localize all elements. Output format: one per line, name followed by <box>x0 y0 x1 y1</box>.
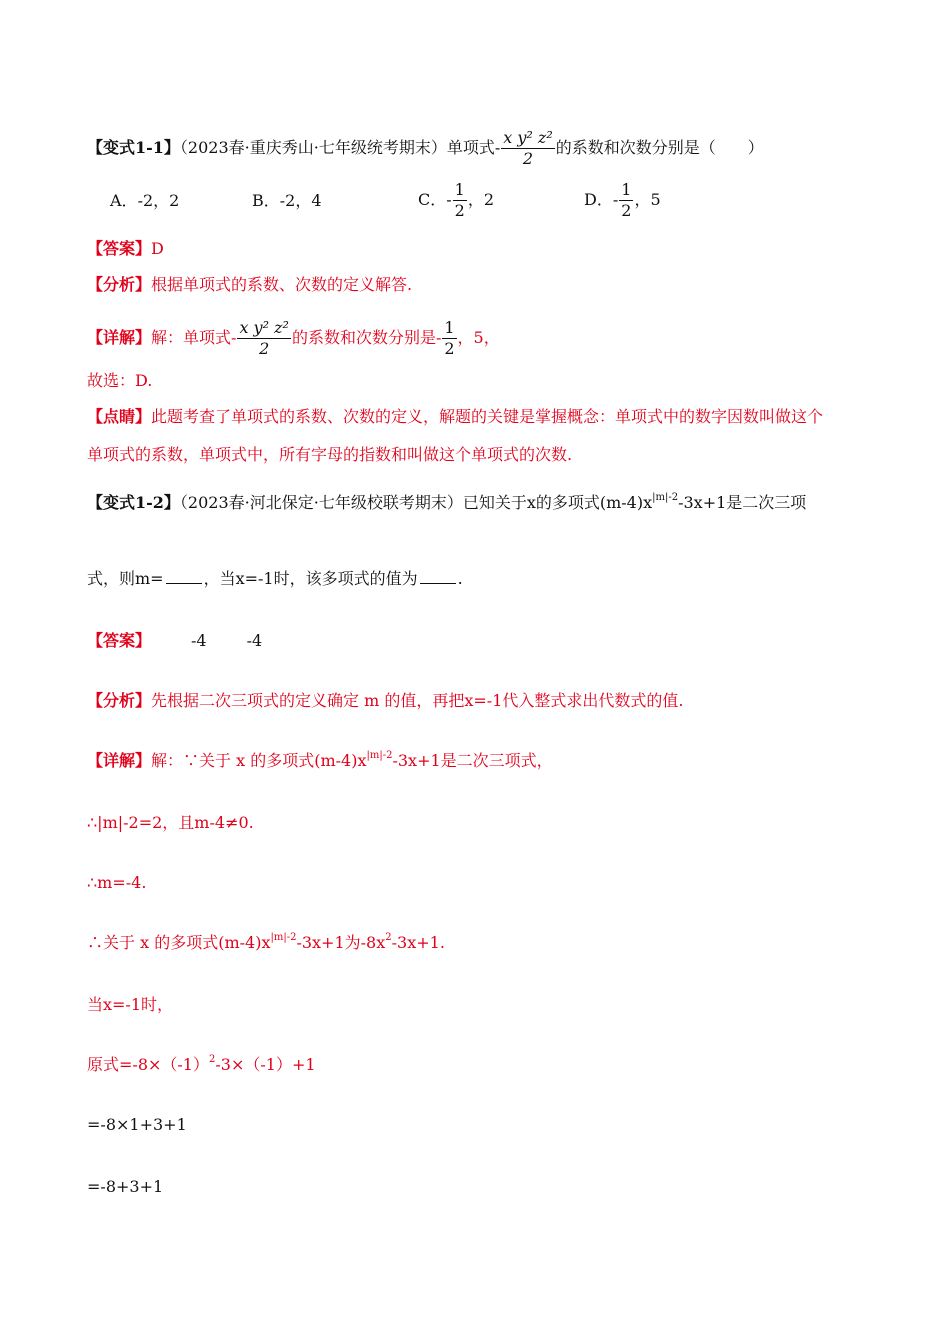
q1-option-d[interactable]: D．- $\frac{1}{2}$ ，5 <box>584 180 661 220</box>
q2-blank-1[interactable] <box>166 569 202 584</box>
q2-step-3: ∴关于 x 的多项式$(m-4)x^{|m|-2}-3x+1$为$-8x^2-3x+1$. <box>87 932 445 952</box>
q1-comment: 【点睛】此题考查了单项式的系数、次数的定义，解题的关键是掌握概念：单项式中的数字因数叫做这个 <box>87 407 824 426</box>
q1-option-b[interactable]: B．-2，4 <box>252 191 322 210</box>
q2-source: （2023春·河北保定·七年级校联考期末） <box>179 493 463 512</box>
q2-step-4: 当x=-1时， <box>87 995 174 1014</box>
q1-label: 【变式1-1】 <box>87 138 180 157</box>
q1-option-a[interactable]: A．-2，2 <box>110 191 180 210</box>
q2-step-5: 原式$=-8\times(-1)^2-3\times(-1)+1$ <box>87 1054 316 1074</box>
q2-detail: 【详解】解：∵关于 x 的多项式$(m-4)x^{|m|-2}-3x+1$是二次三项式， <box>87 750 553 770</box>
q1-source: （2023春·重庆秀山·七年级统考期末） <box>179 138 447 157</box>
q2-step-2: ∴m=-4. <box>87 873 147 892</box>
q2-step-1: ∴|m|-2=2，且m-4≠0. <box>87 813 254 832</box>
q2-blank-2[interactable] <box>420 569 456 584</box>
q1-comment-cont: 单项式的系数，单项式中，所有字母的指数和叫做这个单项式的次数. <box>87 445 573 464</box>
q2-analysis: 【分析】先根据二次三项式的定义确定 m 的值，再把x=-1代入整式求出代数式的值. <box>87 691 684 710</box>
q2-step-7: =-8+3+1 <box>87 1177 164 1196</box>
q1-analysis: 【分析】根据单项式的系数、次数的定义解答. <box>87 275 413 294</box>
q2-stem: 【变式1-2】（2023春·河北保定·七年级校联考期末）已知关于x的多项式$(m-4)x^{|m|-2}-3x+1$是二次三项 <box>87 492 807 512</box>
q2-step-6: =-8×1+3+1 <box>87 1115 187 1134</box>
q1-detail: 【详解】解：单项式- $\frac{\text{x y² z²}}{2}$ 的系数和次数分别是- $\frac{1}{2}$ ，5， <box>87 318 500 358</box>
q2-answer: 【答案】 -4 -4 <box>87 631 263 650</box>
q1-option-c[interactable]: C．- $\frac{1}{2}$ ，2 <box>418 180 495 220</box>
q1-choose: 故选：D. <box>87 371 153 390</box>
q2-label: 【变式1-2】 <box>87 493 180 512</box>
q1-fraction: $\frac{\text{x y² z²}}{2}$ <box>503 128 553 168</box>
q1-answer: 【答案】D <box>87 239 164 258</box>
q2-stem-cont: 式，则m= ，当x=-1时，该多项式的值为 . <box>87 569 463 588</box>
q1-stem: 【变式1-1】（2023春·重庆秀山·七年级统考期末）单项式- $\frac{\text{x y² z²}}{2}$ 的系数和次数分别是（ ） <box>87 128 764 168</box>
